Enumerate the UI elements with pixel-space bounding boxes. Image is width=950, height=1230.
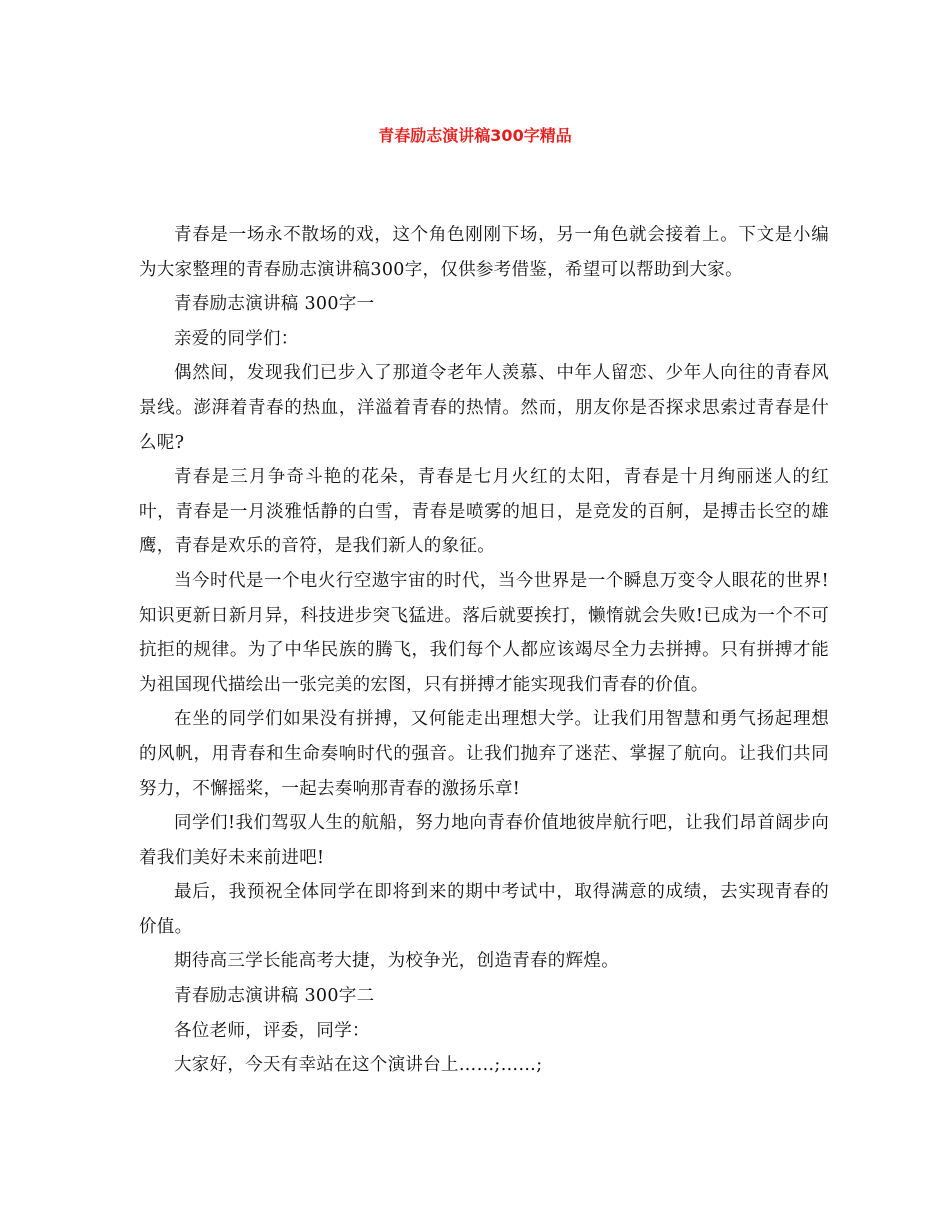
paragraph: 在坐的同学们如果没有拼搏，又何能走出理想大学。让我们用智慧和勇气扬起理想的风帆，用青春和生命奏响时代的强音。让我们抛弃了迷茫、掌握了航向。让我们共同努力，不懈摇桨，一起去奏响那青春的激扬乐章! bbox=[139, 709, 829, 799]
paragraph: 同学们!我们驾驭人生的航船，努力地向青春价值地彼岸航行吧，让我们昂首阔步向着我们美好未来前进吧! bbox=[139, 813, 829, 868]
paragraph: 最后，我预祝全体同学在即将到来的期中考试中，取得满意的成绩，去实现青春的价值。 bbox=[139, 882, 829, 937]
paragraph: 大家好，今天有幸站在这个演讲台上……;……; bbox=[174, 1055, 543, 1076]
paragraph: 偶然间，发现我们已步入了那道令老年人羡慕、中年人留恋、少年人向往的青春风景线。澎湃着青春的热血，洋溢着青春的热情。然而，朋友你是否探求思索过青春是什么呢? bbox=[139, 363, 829, 453]
salutation-2: 各位老师，评委，同学： bbox=[174, 1020, 370, 1041]
paragraph: 期待高三学长能高考大捷，为校争光，创造青春的辉煌。 bbox=[174, 951, 619, 972]
paragraph: 当今时代是一个电火行空遨宇宙的时代，当今世界是一个瞬息万变令人眼花的世界!知识更新日新月异，科技进步突飞猛进。落后就要挨打，懒惰就会失败!已成为一个不可抗拒的规律。为了中华民族的腾飞，我们每个人都应该竭尽全力去拼搏。只有拼搏才能为祖国现代描绘出一张完美的宏图，只有拼搏才能实现我们青春的价值。 bbox=[139, 570, 829, 695]
document-title: 青春励志演讲稿300字精品 bbox=[378, 126, 572, 145]
salutation-1: 亲爱的同学们： bbox=[174, 328, 299, 349]
section-heading-1: 青春励志演讲稿 300字一 bbox=[174, 294, 375, 315]
document-body bbox=[139, 218, 829, 1083]
intro-paragraph: 青春是一场永不散场的戏，这个角色刚刚下场，另一角色就会接着上。下文是小编为大家整理的青春励志演讲稿300字，仅供参考借鉴，希望可以帮助到大家。 bbox=[139, 225, 829, 280]
section-heading-2: 青春励志演讲稿 300字二 bbox=[174, 986, 375, 1007]
paragraph: 青春是三月争奇斗艳的花朵，青春是七月火红的太阳，青春是十月绚丽迷人的红叶，青春是一月淡雅恬静的白雪，青春是喷雾的旭日，是竞发的百舸，是搏击长空的雄鹰，青春是欢乐的音符，是我们新人的象征。 bbox=[139, 467, 829, 557]
